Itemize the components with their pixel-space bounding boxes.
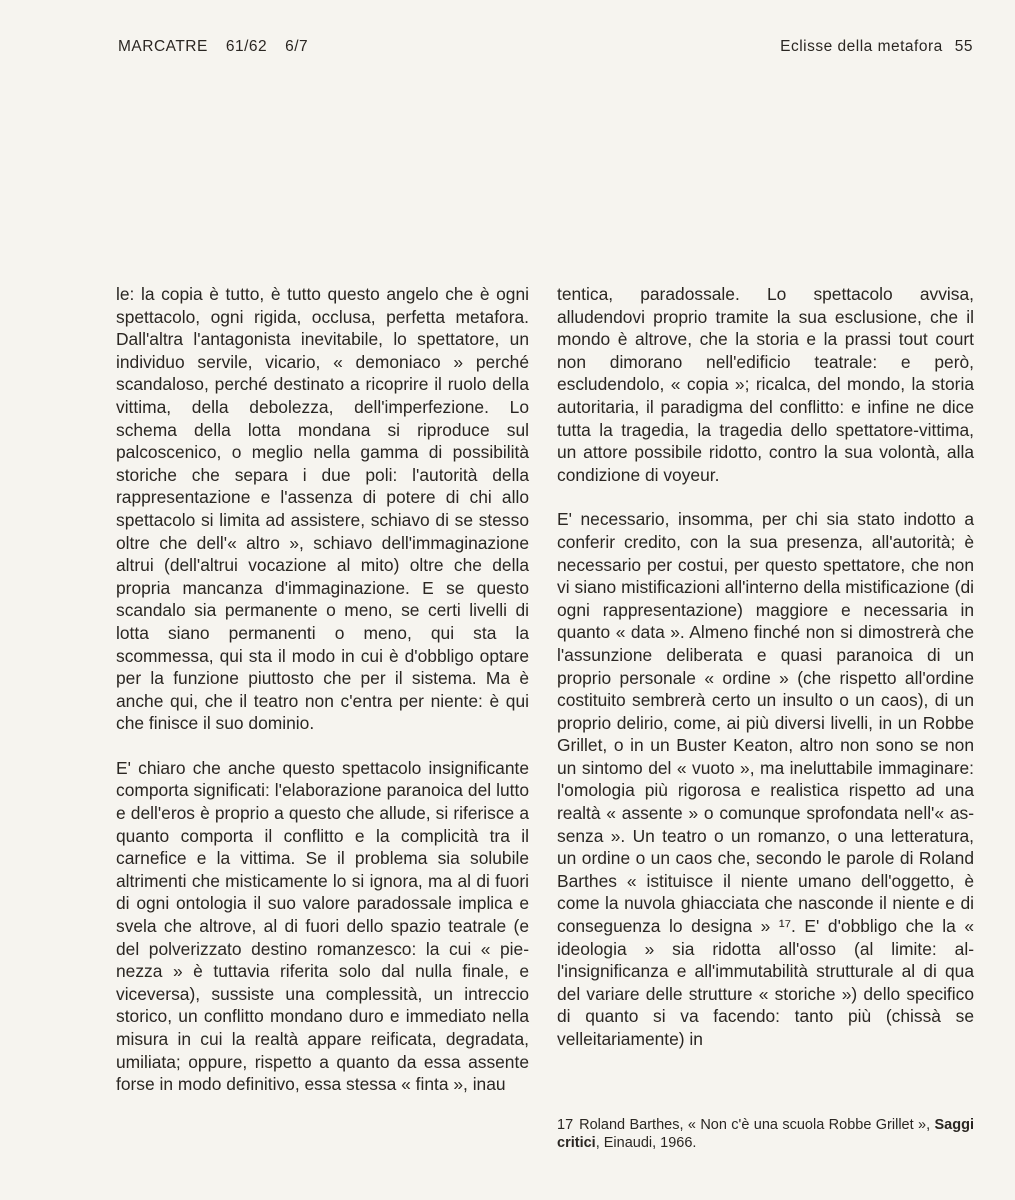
running-header-left [118, 38, 326, 56]
page-number: 55 [954, 38, 973, 55]
fascicle-number: 6/7 [285, 38, 309, 55]
footnote-text-before: Roland Barthes, « Non c'è una scuola Robbe Grillet », [579, 1117, 935, 1133]
running-header-right [768, 38, 973, 56]
issue-number: 61/62 [225, 38, 268, 55]
journal-name: MARCATRE [118, 38, 208, 55]
paragraph: E' chiaro che anche questo spettacolo insignificante comporta significati: l'elaborazione paranoica del lutto e dell'eros è proprio a questo che allude, si riferisce a quanto comporta il conflitto e la complicità tra il carnefice e la vittima. Se il problema sia solubile altrimenti che misticamente lo si ignora, ma al di fuori di ogni ontologia il suo valore paradossale implica e svela che altrove, al di fuori dello spazio teatrale (e del polverizzato destino romanzesco: la cui « pienezza » è tuttavia riferita solo dal nulla finale, e viceversa), sussiste una complessità, un intreccio storico, un conflitto mondano duro e immediato nella misura in cui la realtà appare reificata, degradata, umiliata; oppure, rispetto a quanto da essa assente forse in modo definitivo, essa stessa « finta », inau [116, 757, 529, 1095]
article-title: Eclisse della metafora [780, 38, 943, 55]
text-column-left [116, 283, 529, 1096]
running-header [118, 38, 973, 56]
footnote-number: 17 [557, 1117, 574, 1133]
footnote-book-title: Saggi critici [557, 1117, 974, 1151]
footnote [557, 1116, 974, 1152]
paragraph: tentica, paradossale. Lo spettacolo avvisa, alludendovi proprio tramite la sua esclusione, che il mondo è altrove, che la storia e la prassi tout court non dimorano nell'edificio teatrale: e però, escludendolo, « copia »; ricalca, del mondo, la storia autoritaria, il paradigma del conflitto: e infine ne dice tutta la tragedia, la tragedia dello spettatore-vittima, un attore possibile ridotto, contro la sua volontà, alla condizione di voyeur. [557, 284, 974, 485]
footnote-text-after: , Einaudi, 1966. [595, 1135, 697, 1151]
text-column-right [557, 283, 974, 1051]
paragraph: E' necessario, insomma, per chi sia stato indotto a conferir credito, con la sua presenza, all'autorità; è necessario per costui, per questo spettatore, che non vi siano mistificazioni all'interno della mistificazione (di ogni rappresentazione) maggiore e necessaria in quanto « data ». Almeno finché non si dimostrerà che l'assunzione deliberata e quasi paranoica di un proprio personale « ordine » (che rispetto all'ordine costituito sembrerà certo un insulto o un caos), di un proprio delirio, come, ai più diversi livelli, in un Robbe Grillet, o in un Buster Keaton, altro non sono se non un sintomo del « vuoto », ma ineluttabile immaginare: l'omologia più rigorosa e realistica rispetto ad una realtà « assente » o comunque sprofondata nell'« assenza ». Un teatro o un romanzo, o una letteratura, un ordine o un caos che, secondo le parole di Roland Barthes « istituisce il niente umano dell'oggetto, è come la nuvola ghiacciata che nasconde il niente e di conseguenza lo designa » ¹⁷. E' d'obbligo che la « ideologia » sia ridotta all'osso (al limite: all'insignificanza e all'immutabilità strutturale al di qua del variare delle strutture « storiche ») dello specifico di quanto si va facendo: tanto più (chissà se velleitariamente) in [557, 509, 974, 1049]
paragraph: le: la copia è tutto, è tutto questo angelo che è ogni spettacolo, ogni rigida, occlusa, perfetta metafora. Dall'altra l'antagonista inevitabile, lo spettatore, un individuo servile, vicario, « demoniaco » perché scandaloso, perché destinato a ricoprire il ruolo della vittima, della debolezza, dell'imperfezione. Lo schema della lotta mondana si riproduce sul palcoscenico, o meglio nella gamma di possibilità storiche che separa i due poli: l'autorità della rappresentazione e l'assenza di potere di chi allo spettacolo si limita ad assistere, schiavo di se stesso oltre che dell'« altro », schiavo dell'immaginazione altrui (dell'altrui vocazione al mito) oltre che della propria mancanza d'immaginazione. E se questo scandalo sia permanente o meno, se certi livelli di lotta siano permanenti o meno, qui sta la scommessa, qui sta il modo in cui è d'obbligo optare per la funzione piuttosto che per il sistema. Ma è anche qui, che il teatro non c'entra per niente: è qui che finisce il suo dominio. [116, 284, 529, 734]
